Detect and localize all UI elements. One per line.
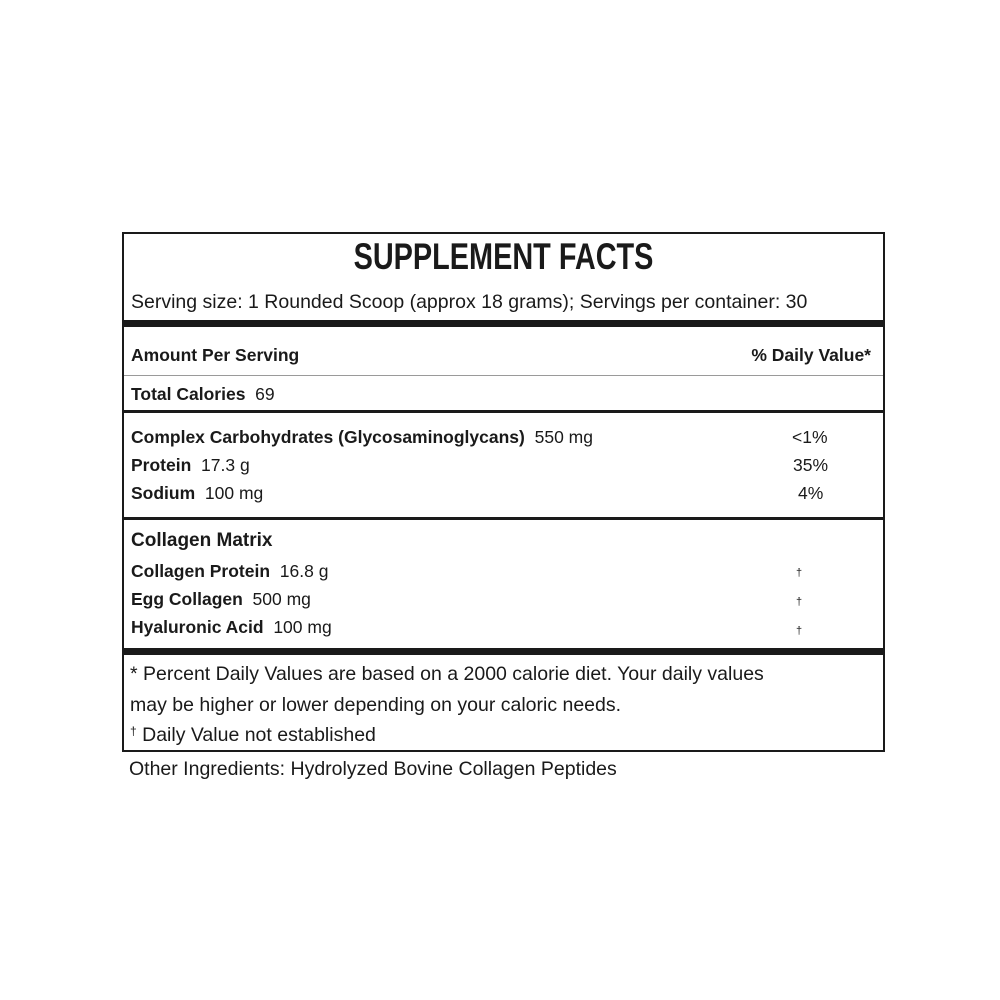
calories-row: [131, 384, 275, 405]
divider-header: [124, 375, 883, 376]
footnote-percent-line1: * Percent Daily Values are based on a 2000 calorie diet. Your daily values: [130, 663, 764, 685]
matrix-item-amount: 500 mg: [252, 589, 311, 609]
nutrient-amount: 100 mg: [204, 483, 264, 503]
nutrient-dv: <1%: [792, 427, 828, 447]
thick-divider-bottom: [124, 648, 883, 655]
nutrient-row: [131, 455, 250, 476]
other-ingredients: Other Ingredients: Hydrolyzed Bovine Collagen Peptides: [129, 758, 617, 780]
thick-divider-top: [124, 320, 883, 327]
supplement-facts-panel: [122, 232, 885, 752]
matrix-item-row: [131, 617, 332, 638]
amount-per-serving-header: Amount Per Serving: [131, 345, 300, 365]
nutrient-name: Sodium: [131, 483, 196, 503]
nutrient-amount: 550 mg: [534, 427, 593, 447]
matrix-item-name: Collagen Protein: [131, 561, 271, 581]
matrix-item-dv: †: [796, 567, 803, 579]
matrix-item-row: [131, 589, 311, 610]
panel-title: SUPPLEMENT FACTS: [353, 236, 654, 277]
collagen-matrix-title: Collagen Matrix: [131, 530, 273, 551]
nutrient-name: Complex Carbohydrates (Glycosaminoglycans): [131, 427, 525, 447]
matrix-item-dv: †: [796, 625, 803, 637]
nutrient-row: [131, 427, 593, 448]
nutrient-dv: 4%: [798, 483, 824, 503]
matrix-item-amount: 100 mg: [273, 617, 332, 637]
divider-calories: [124, 410, 883, 413]
divider-nutrients: [124, 517, 883, 520]
calories-value: 69: [255, 384, 275, 404]
dagger-text: Daily Value not established: [136, 724, 376, 746]
footnote-dagger: [130, 724, 376, 747]
calories-label: Total Calories: [131, 384, 246, 404]
matrix-item-row: [131, 561, 328, 582]
matrix-item-name: Egg Collagen: [131, 589, 243, 609]
nutrient-row: [131, 483, 263, 504]
nutrient-amount: 17.3 g: [201, 455, 250, 475]
serving-info: Serving size: 1 Rounded Scoop (approx 18 grams); Servings per container: 30: [131, 291, 808, 313]
matrix-item-name: Hyaluronic Acid: [131, 617, 264, 637]
footnote-percent-line2: may be higher or lower depending on your caloric needs.: [130, 694, 622, 716]
daily-value-header: % Daily Value*: [751, 345, 871, 365]
matrix-item-dv: †: [796, 596, 803, 608]
matrix-item-amount: 16.8 g: [279, 561, 329, 581]
nutrient-name: Protein: [131, 455, 192, 475]
dagger-mark: †: [130, 724, 137, 738]
nutrient-dv: 35%: [793, 455, 829, 475]
